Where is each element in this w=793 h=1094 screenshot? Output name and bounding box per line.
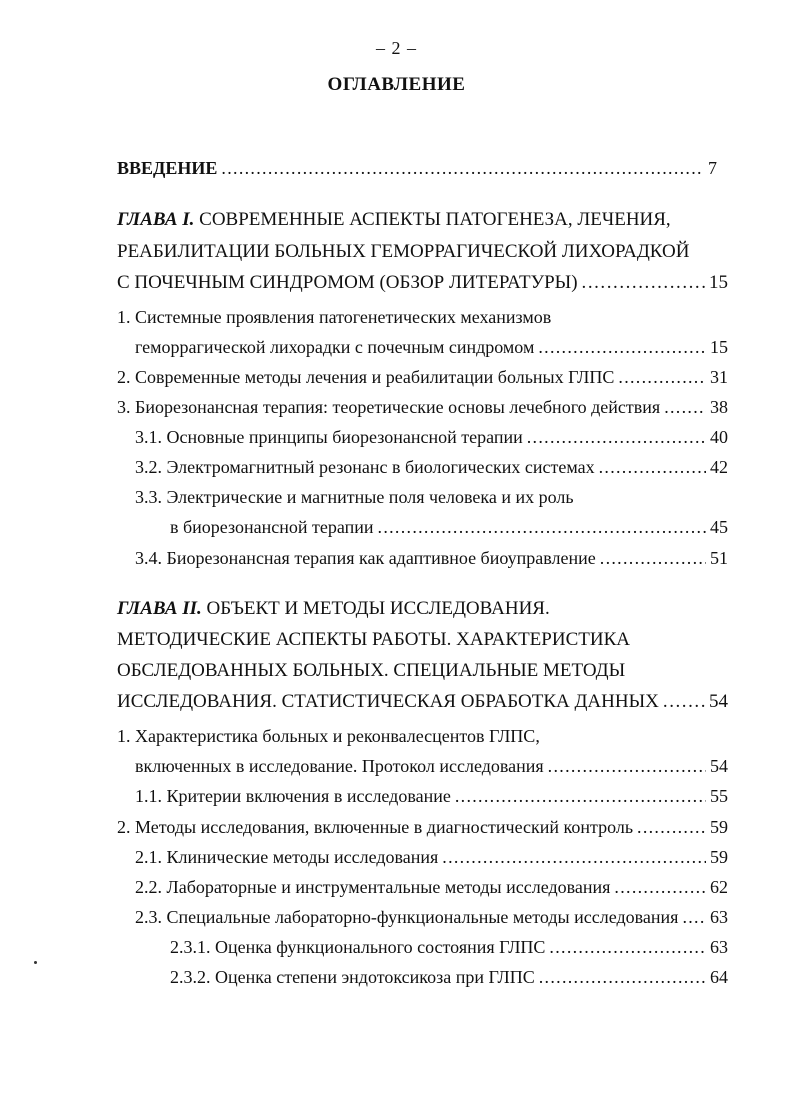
toc-entry-label: 3. Биорезонансная терапия: теоретические основы лечебного действия: [117, 397, 661, 417]
toc-page-number: 62: [710, 877, 728, 897]
toc-entry-label: геморрагической лихорадки с почечным синдромом: [135, 337, 535, 357]
toc-entry[interactable]: [0, 362, 793, 392]
toc-entry-label: 3.1. Основные принципы биорезонансной терапии: [135, 427, 523, 447]
toc-page-number: 15: [709, 272, 728, 293]
leader-dots: [682, 902, 706, 932]
chapter1-heading-line1[interactable]: [0, 205, 793, 235]
chapter2-heading-line1[interactable]: [0, 594, 793, 624]
leader-dots: [637, 812, 706, 842]
toc-entry[interactable]: [0, 932, 793, 962]
toc-entry-label: 2. Современные методы лечения и реабилитации больных ГЛПС: [117, 367, 615, 387]
toc-entry-label: 2.1. Клинические методы исследования: [135, 847, 439, 867]
leader-dots: [618, 362, 706, 392]
toc-page-number: 59: [710, 847, 728, 867]
chapter1-heading-line2: РЕАБИЛИТАЦИИ БОЛЬНЫХ ГЕМОРРАГИЧЕСКОЙ ЛИХОРАДКОЙ: [117, 241, 690, 262]
toc-page-number: 15: [710, 337, 728, 357]
chapter2-prefix: ГЛАВА II.: [117, 598, 202, 619]
toc-entry[interactable]: [0, 812, 793, 842]
toc-entry[interactable]: [0, 422, 793, 452]
chapter1-prefix: ГЛАВА I.: [117, 209, 195, 230]
scan-speck: [34, 961, 37, 964]
toc-entry[interactable]: [0, 543, 793, 573]
toc-entry[interactable]: [0, 302, 793, 332]
toc-entry-label: 2.3.1. Оценка функционального состояния ГЛПС: [170, 937, 546, 957]
leader-dots: [549, 932, 706, 962]
chapter2-heading-line3: ОБСЛЕДОВАННЫХ БОЛЬНЫХ. СПЕЦИАЛЬНЫЕ МЕТОДЫ: [117, 660, 626, 681]
toc-page-number: 64: [710, 967, 728, 987]
toc-entry-label: 2.2. Лабораторные и инструментальные методы исследования: [135, 877, 611, 897]
leader-dots: [599, 452, 706, 482]
toc-page-number: 38: [710, 397, 728, 417]
toc-entry-label: 2.3.2. Оценка степени эндотоксикоза при ГЛПС: [170, 967, 535, 987]
toc-page-number: 7: [708, 158, 717, 178]
chapter2-heading-line2: МЕТОДИЧЕСКИЕ АСПЕКТЫ РАБОТЫ. ХАРАКТЕРИСТИКА: [117, 629, 630, 650]
toc-entry-label: 1. Характеристика больных и реконвалесцентов ГЛПС,: [117, 726, 540, 746]
toc-entry-label: 1.1. Критерии включения в исследование: [135, 786, 451, 806]
leader-dots: [548, 751, 706, 781]
toc-entry-label: включенных в исследование. Протокол исследования: [135, 756, 544, 776]
toc-page-number: 55: [710, 786, 728, 806]
leader-dots: [663, 687, 705, 717]
toc-page-number: 54: [709, 691, 728, 712]
toc-entry[interactable]: [0, 332, 793, 362]
toc-entry[interactable]: [0, 392, 793, 422]
toc-page-number: 51: [710, 548, 728, 568]
chapter2-title-line4: ИССЛЕДОВАНИЯ. СТАТИСТИЧЕСКАЯ ОБРАБОТКА ДАННЫХ: [117, 691, 659, 712]
toc-entry[interactable]: [0, 872, 793, 902]
chapter2-heading-line4[interactable]: [0, 687, 793, 717]
toc-entry-label: 1. Системные проявления патогенетических механизмов: [117, 307, 552, 327]
toc-entry-label: 3.2. Электромагнитный резонанс в биологических системах: [135, 457, 595, 477]
toc-page-number: 45: [710, 517, 728, 537]
toc-entry-label: 2.3. Специальные лабораторно-функциональные методы исследования: [135, 907, 679, 927]
toc-entry[interactable]: [0, 962, 793, 992]
toc-entry-label: в биорезонансной терапии: [170, 517, 374, 537]
toc-page-number: 42: [710, 457, 728, 477]
toc-entry-label: 2. Методы исследования, включенные в диагностический контроль: [117, 817, 634, 837]
leader-dots: [527, 422, 706, 452]
toc-entry[interactable]: [0, 452, 793, 482]
leader-dots: [539, 962, 706, 992]
toc-page-number: 63: [710, 907, 728, 927]
page-title: ОГЛАВЛЕНИЕ: [327, 74, 466, 95]
leader-dots: [614, 872, 706, 902]
toc-page-number: 31: [710, 367, 728, 387]
toc-entry[interactable]: [0, 721, 793, 751]
toc-page-number: 59: [710, 817, 728, 837]
leader-dots: [582, 268, 705, 298]
leader-dots: [455, 781, 706, 811]
leader-dots: [221, 153, 704, 183]
chapter1-title-line1: СОВРЕМЕННЫЕ АСПЕКТЫ ПАТОГЕНЕЗА, ЛЕЧЕНИЯ,: [199, 209, 671, 230]
toc-entry-intro[interactable]: [0, 153, 793, 183]
toc-entry[interactable]: [0, 751, 793, 781]
toc-page-number: 54: [710, 756, 728, 776]
toc-entry-label: 3.3. Электрические и магнитные поля человека и их роль: [135, 487, 574, 507]
toc-entry[interactable]: [0, 902, 793, 932]
leader-dots: [600, 543, 706, 573]
toc-entry[interactable]: [0, 781, 793, 811]
chapter1-title-line3: С ПОЧЕЧНЫМ СИНДРОМОМ (ОБЗОР ЛИТЕРАТУРЫ): [117, 272, 578, 293]
toc-entry-label: 3.4. Биорезонансная терапия как адаптивное биоуправление: [135, 548, 596, 568]
chapter2-title-line1: ОБЪЕКТ И МЕТОДЫ ИССЛЕДОВАНИЯ.: [206, 598, 550, 619]
chapter1-heading-line3[interactable]: [0, 268, 793, 298]
toc-entry[interactable]: [0, 512, 793, 542]
leader-dots: [538, 332, 706, 362]
leader-dots: [664, 392, 706, 422]
toc-entry[interactable]: [0, 482, 793, 512]
toc-entry-label: ВВЕДЕНИЕ: [117, 158, 218, 178]
leader-dots: [378, 512, 706, 542]
leader-dots: [442, 842, 706, 872]
toc-entry[interactable]: [0, 842, 793, 872]
toc-page-number: 40: [710, 427, 728, 447]
toc-page-number: 63: [710, 937, 728, 957]
page-number: – 2 –: [376, 38, 417, 58]
